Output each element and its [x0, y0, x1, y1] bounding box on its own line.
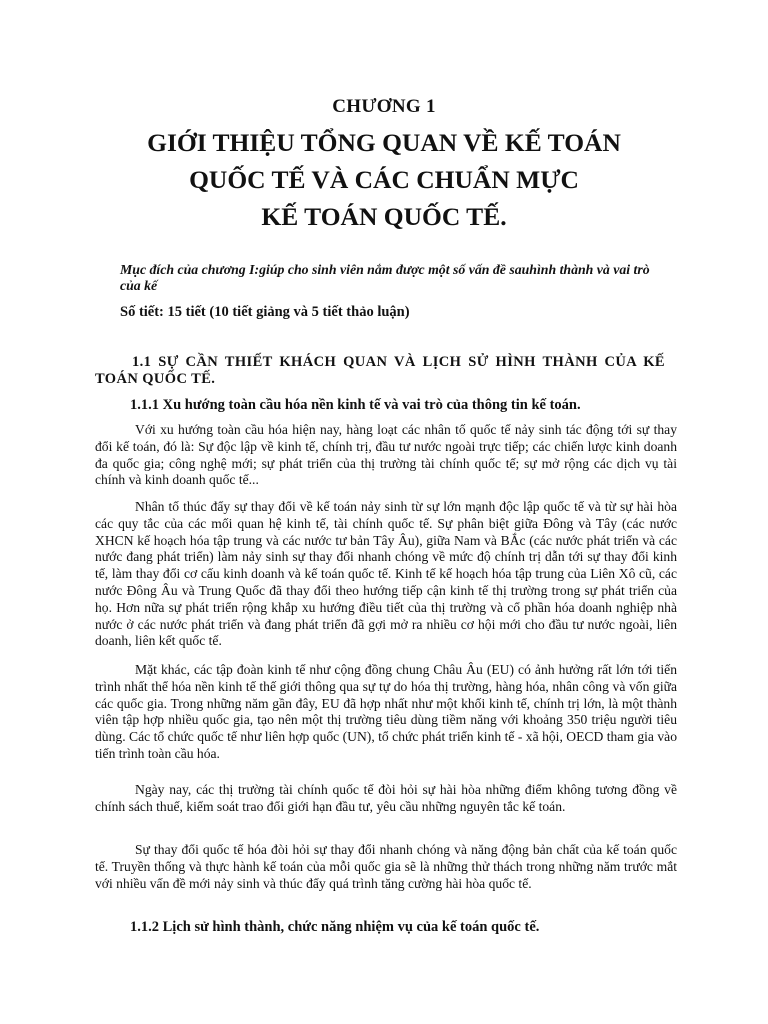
chapter-label: CHƯƠNG 1	[332, 96, 436, 117]
body-paragraph: Với xu hướng toàn cầu hóa hiện nay, hàng loạt các nhân tố quốc tế nảy sinh tác động tới sự thay đổi kế toán, đó là: Sự độc lập về kinh tế, chính trị, đầu tư nước ngoài trực tiếp; các chiến lược kinh doanh đa quốc gia; công nghệ mới; sự phát triển của thị trường tài chính quốc tế; sự mở rộng các dịch vụ tài chính và kinh doanh quốc tế...	[95, 422, 677, 488]
body-paragraph: Mặt khác, các tập đoàn kinh tế như cộng đồng chung Châu Âu (EU) có ảnh hưởng rất lớn tới tiến trình nhất thể hóa nền kinh tế thế giới thông qua sự tự do hóa thị trường, hàng hóa, nhân công và vốn giữa các quốc gia. Trong những năm gần đây, EU đã hợp nhất như một khối kinh tế, chính trị lớn, là một thành viên tập hợp nhiều quốc gia, tạo nên một thị trường tiêu dùng tiềm năng với khoảng 350 triệu người tiêu dùng. Các tổ chức quốc tế như liên hợp quốc (UN), tổ chức phát triển kinh tế - xã hội, OECD tham gia vào tiến trình toàn cầu hóa.	[95, 662, 677, 761]
chapter-title-line: GIỚI THIỆU TỔNG QUAN VỀ KẾ TOÁN	[147, 128, 621, 157]
chapter-title	[0, 124, 768, 235]
lesson-hours: Số tiết: 15 tiết (10 tiết giảng và 5 tiết thảo luận)	[120, 304, 410, 320]
section-heading-1-1: 1.1 SỰ CẦN THIẾT KHÁCH QUAN VÀ LỊCH SỬ HÌNH THÀNH CỦA KẾ TOÁN QUỐC TẾ.	[95, 354, 665, 387]
subsection-heading-1-1-2: 1.1.2 Lịch sử hình thành, chức năng nhiệm vụ của kế toán quốc tế.	[130, 919, 540, 935]
subsection-heading-1-1-1: 1.1.1 Xu hướng toàn cầu hóa nền kinh tế và vai trò của thông tin kế toán.	[130, 397, 581, 413]
body-paragraph: Sự thay đổi quốc tế hóa đòi hỏi sự thay đổi nhanh chóng và năng động bản chất của kế toán quốc tế. Truyền thống và thực hành kế toán của mỗi quốc gia sẽ là những thử thách trong những năm trước mắt với nhiều vấn đề mới nảy sinh và thúc đẩy quá trình tăng cường hài hòa quốc tế.	[95, 842, 677, 891]
body-paragraph: Ngày nay, các thị trường tài chính quốc tế đòi hỏi sự hài hòa những điểm không tương đồng về chính sách thuế, kiểm soát trao đổi giới hạn đầu tư, yêu cầu những nguyên tắc kế toán.	[95, 782, 677, 814]
body-paragraph: Nhân tố thúc đẩy sự thay đổi về kế toán nảy sinh từ sự lớn mạnh độc lập quốc tế và từ sự hài hòa các quy tắc của các mối quan hệ kinh tế, tài chính quốc tế. Sự phân biệt giữa Đông và Tây (các nước XHCN kế hoạch hóa tập trung và các nước tư bản Tây Âu), giữa Nam và BẮc (các nước phát triển và các nước đang phát triển) làm nảy sinh sự thay đổi nhanh chóng về mức độ chính trị dẫn tới sự thay đổi kinh tế, làm thay đổi cơ cấu kinh doanh và kế toán quốc tế. Kinh tế kế hoạch hóa tập trung của Liên Xô cũ, các nước Đông Âu và Trung Quốc đã thay đổi theo hướng tiếp cận kinh tế thị trường trong sự phát triển của họ. Hơn nữa sự phát triển rộng khắp xu hướng điều tiết của thị trường và cổ phần hóa doanh nghiệp nhà nước ở các nước phát triển và đang phát triển đã gợi mở ra nhiều cơ hội mới cho đầu tư nước ngoài, liên doanh, liên kết quốc tế.	[95, 499, 677, 649]
chapter-title-line: KẾ TOÁN QUỐC TẾ.	[261, 202, 507, 231]
chapter-title-line: QUỐC TẾ VÀ CÁC CHUẨN MỰC	[189, 165, 579, 194]
chapter-purpose: Mục đích của chương I:giúp cho sinh viên nắm được một số vấn đề sauhình thành và vai trò của kế	[120, 262, 650, 293]
